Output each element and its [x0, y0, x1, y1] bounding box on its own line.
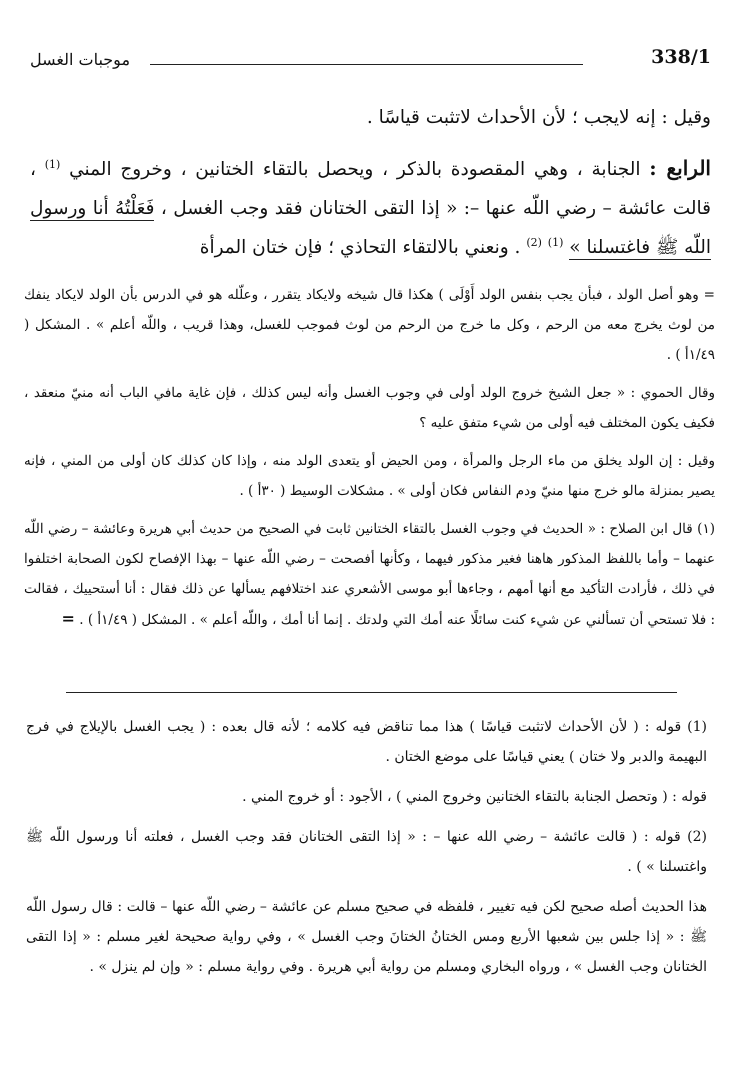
footnote-ref-1: (1): [44, 157, 61, 171]
commentary-notes: [24, 280, 715, 643]
lead-word: الرابع :: [649, 156, 711, 180]
note-paragraph-2: وقال الحموي : « جعل الشيخ خروج الولد أولى في وجوب الغسل وأنه ليس كذلك ، فإن غاية مافي الباب أنه منيّ منعقد ، فكيف يكون المختلف فيه أولى من شيء متفق عليه ؟: [24, 385, 715, 431]
p2-part-b: ، قالت عائشة – رضي اللّه عنها –: « إذا التقى الختانان فقد وجب الغسل ،: [30, 159, 711, 219]
hadith-quote: فَعَلْتُهُ أنا ورسول اللّه ﷺ فاغتسلنا »: [30, 198, 711, 258]
note-4-text: (١) قال ابن الصلاح : « الحديث في وجوب الغسل بالتقاء الختانين ثابت في الصحيح من حديث أبي هريرة وعائشة – رضي اللّه عنهما – وأما باللفظ المذكور هاهنا فغير مذكور فيهما ، وكأنها أفصحت – رضي اللّه عنها – بهذا الإفصاح لكون الصحابة اختلفوا في ذلك ، فأرادت التأكيد مع أنها أمهم ، وجاءها أبو موسى الأشعري عند اختلافهم يسألها عن ذلك فقال : أنا أستحييك ، فقالت : فلا تستحي أن تسألني عن شيء كنت سائلًا عنه أمك التي ولدتك . إنما أنا أمك ، واللّه أعلم » . المشكل ( ١/٤٩أ ) .: [24, 521, 715, 628]
main-paragraph-2: [30, 149, 711, 267]
footnote-1: (1) قوله : ( لأن الأحداث لاتثبت قياسًا ) هذا مما تناقض فيه كلامه ؛ لأنه قال بعده : ( يجب الغسل بالإيلاج في فرج البهيمة والدبر ولا ختان ) يعني قياسًا على موضع الختان .: [26, 719, 707, 765]
main-text: [30, 98, 711, 279]
footnotes: [26, 712, 707, 992]
p2-part-a: الجنابة ، وهي المقصودة بالذكر ، ويحصل بالتقاء الختانين ، وخروج المني: [69, 159, 641, 180]
footnote-2: (2) قوله : ( قالت عائشة – رضي الله عنها – : « إذا التقى الختانان فقد وجب الغسل ، فعلته أنا ورسول اللّه ﷺ واغتسلنا » ) .: [26, 829, 707, 875]
note-paragraph-4: [24, 514, 715, 635]
main-line-1: وقيل : إنه لايجب ؛ لأن الأحداث لاتثبت قياسًا .: [366, 107, 711, 128]
running-title: موجبات الغسل: [30, 50, 131, 69]
header-rule: [150, 64, 583, 65]
footnote-rule: [66, 692, 677, 693]
footnote-ref-2: (2): [526, 235, 542, 249]
footnote-1b: قوله : ( وتحصل الجنابة بالتقاء الختانين وخروج المني ) ، الأجود : أو خروج المني .: [242, 789, 707, 805]
continuation-mark: =: [61, 609, 75, 628]
note-paragraph-1: = وهو أصل الولد ، فبأن يجب بنفس الولد أَوْلَى ) هكذا قال شيخه ولايكاد يتقرر ، وعلّله هو في الدرس بأن الولد لايكاد ينفك من لوث يخرج معه من الرحم ، وكل ما خرج من الرحم من لوث فموجب للغسل، وهذا قريب ، واللّه أعلم » . المشكل ( ١/٤٩أ ) .: [24, 287, 715, 363]
page-number: 338/1: [651, 46, 711, 68]
p2-part-c: . ونعني بالالتقاء التحاذي ؛ فإن ختان المرأة: [199, 237, 521, 258]
note-paragraph-3: وقيل : إن الولد يخلق من ماء الرجل والمرأة ، ومن الحيض أو يتعدى الولد منه ، وإذا كان كذلك كان أولى من المني ، فإنه يصير بمنزلة مالو خرج منها منيّ ودم النفاس فكان أولى » . مشكلات الوسيط ( ٣٠أ ) .: [24, 453, 715, 499]
page-header: [30, 46, 711, 76]
footnote-ref-1b: (1): [547, 235, 564, 249]
footnote-3: هذا الحديث أصله صحيح لكن فيه تغيير ، فلفظه في صحيح مسلم عن عائشة – رضي اللّه عنها – قالت : قال رسول اللّه ﷺ : « إذا جلس بين شعبها الأربع ومس الختانُ الختانَ وجب الغسل » ، وفي رواية صحيحة لغير مسلم : « إذا التقى الختانان وجب الغسل » ، ورواه البخاري ومسلم من رواية أبي هريرة . وفي رواية مسلم : « وإن لم ينزل » .: [26, 899, 707, 975]
